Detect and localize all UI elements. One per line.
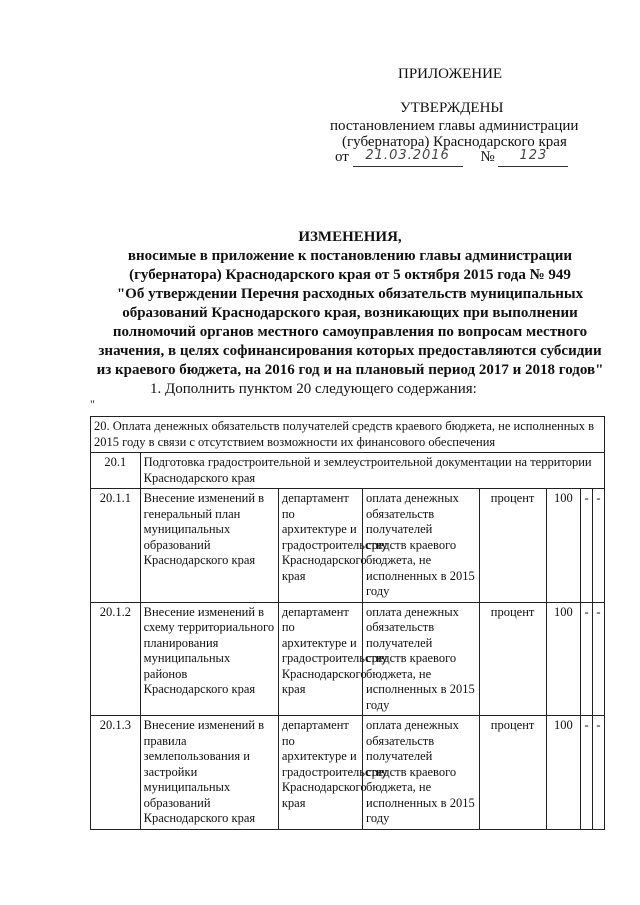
section-20-text: 20. Оплата денежных обязательств получателей средств краевого бюджета, не исполненных в 2015 году в связи с отсутствием возможности их финансового обеспечения xyxy=(91,417,605,453)
title-line: "Об утверждении Перечня расходных обязательств муниципальных xyxy=(116,286,584,302)
number-value: 123 xyxy=(498,146,568,167)
title-line: вносимые в приложение к постановлению главы администрации xyxy=(127,248,573,264)
row-number: 20.1.1 xyxy=(91,489,141,603)
section-row xyxy=(91,417,605,453)
table-row xyxy=(91,716,605,830)
subsection-number: 20.1 xyxy=(91,453,141,489)
title-heading: ИЗМЕНЕНИЯ, xyxy=(298,229,402,245)
open-quote: " xyxy=(90,397,95,411)
row-number: 20.1.2 xyxy=(91,602,141,716)
table-row xyxy=(91,602,605,716)
row-value: 100 xyxy=(546,716,581,830)
row-value-2: - xyxy=(581,602,593,716)
title-line: образований Краснодарского края, возникающих при выполнении xyxy=(122,305,578,321)
row-purpose: оплата денежных обязательств получателей средств краевого бюджета, не исполненных в 2015 году xyxy=(363,716,480,830)
table-row xyxy=(91,489,605,603)
date-prefix: от xyxy=(335,149,349,165)
title-line: полномочий органов местного самоуправления по вопросам местного xyxy=(112,324,588,340)
row-name: Внесение изменений в правила землепользования и застройки муниципальных образований Краснодарского края xyxy=(140,716,278,830)
row-unit: процент xyxy=(479,489,546,603)
row-name: Внесение изменений в генеральный план муниципальных образований Краснодарского края xyxy=(140,489,278,603)
row-department: департамент по архитектуре и градостроительству Краснодарского края xyxy=(278,489,362,603)
row-purpose: оплата денежных обязательств получателей средств краевого бюджета, не исполненных в 2015 году xyxy=(363,489,480,603)
row-unit: процент xyxy=(479,602,546,716)
resolution-line-2: (губернатора) Краснодарского края xyxy=(342,134,567,150)
appendix-label: ПРИЛОЖЕНИЕ xyxy=(398,66,503,82)
row-value: 100 xyxy=(546,602,581,716)
row-value-2: - xyxy=(581,489,593,603)
row-value-3: - xyxy=(592,716,604,830)
subsection-row xyxy=(91,453,605,489)
title-line: значения, в целях софинансирования которых предоставляются субсидии xyxy=(98,343,602,359)
resolution-line-1: постановлением главы администрации xyxy=(330,118,579,134)
row-number: 20.1.3 xyxy=(91,716,141,830)
title-line: из краевого бюджета, на 2016 год и на плановый период 2017 и 2018 годов" xyxy=(96,362,604,378)
subsection-text: Подготовка градостроительной и землеустроительной документации на территории Краснодарского края xyxy=(140,453,604,489)
row-department: департамент по архитектуре и градостроительству Краснодарского края xyxy=(278,716,362,830)
number-prefix: № xyxy=(480,149,495,165)
row-purpose: оплата денежных обязательств получателей средств краевого бюджета, не исполненных в 2015 году xyxy=(363,602,480,716)
title-line: (губернатора) Краснодарского края от 5 октября 2015 года № 949 xyxy=(129,267,571,283)
row-unit: процент xyxy=(479,716,546,830)
expenditure-table xyxy=(90,416,605,830)
row-name: Внесение изменений в схему территориального планирования муниципальных районов Краснодарского края xyxy=(140,602,278,716)
row-value-2: - xyxy=(581,716,593,830)
document-title xyxy=(80,228,620,380)
row-value: 100 xyxy=(546,489,581,603)
item-1-text: 1. Дополнить пунктом 20 следующего содержания: xyxy=(150,381,477,397)
date-value: 21.03.2016 xyxy=(353,146,463,167)
row-value-3: - xyxy=(592,489,604,603)
date-number-row xyxy=(335,146,568,167)
row-value-3: - xyxy=(592,602,604,716)
approved-label: УТВЕРЖДЕНЫ xyxy=(400,100,504,116)
row-department: департамент по архитектуре и градостроительству Краснодарского края xyxy=(278,602,362,716)
